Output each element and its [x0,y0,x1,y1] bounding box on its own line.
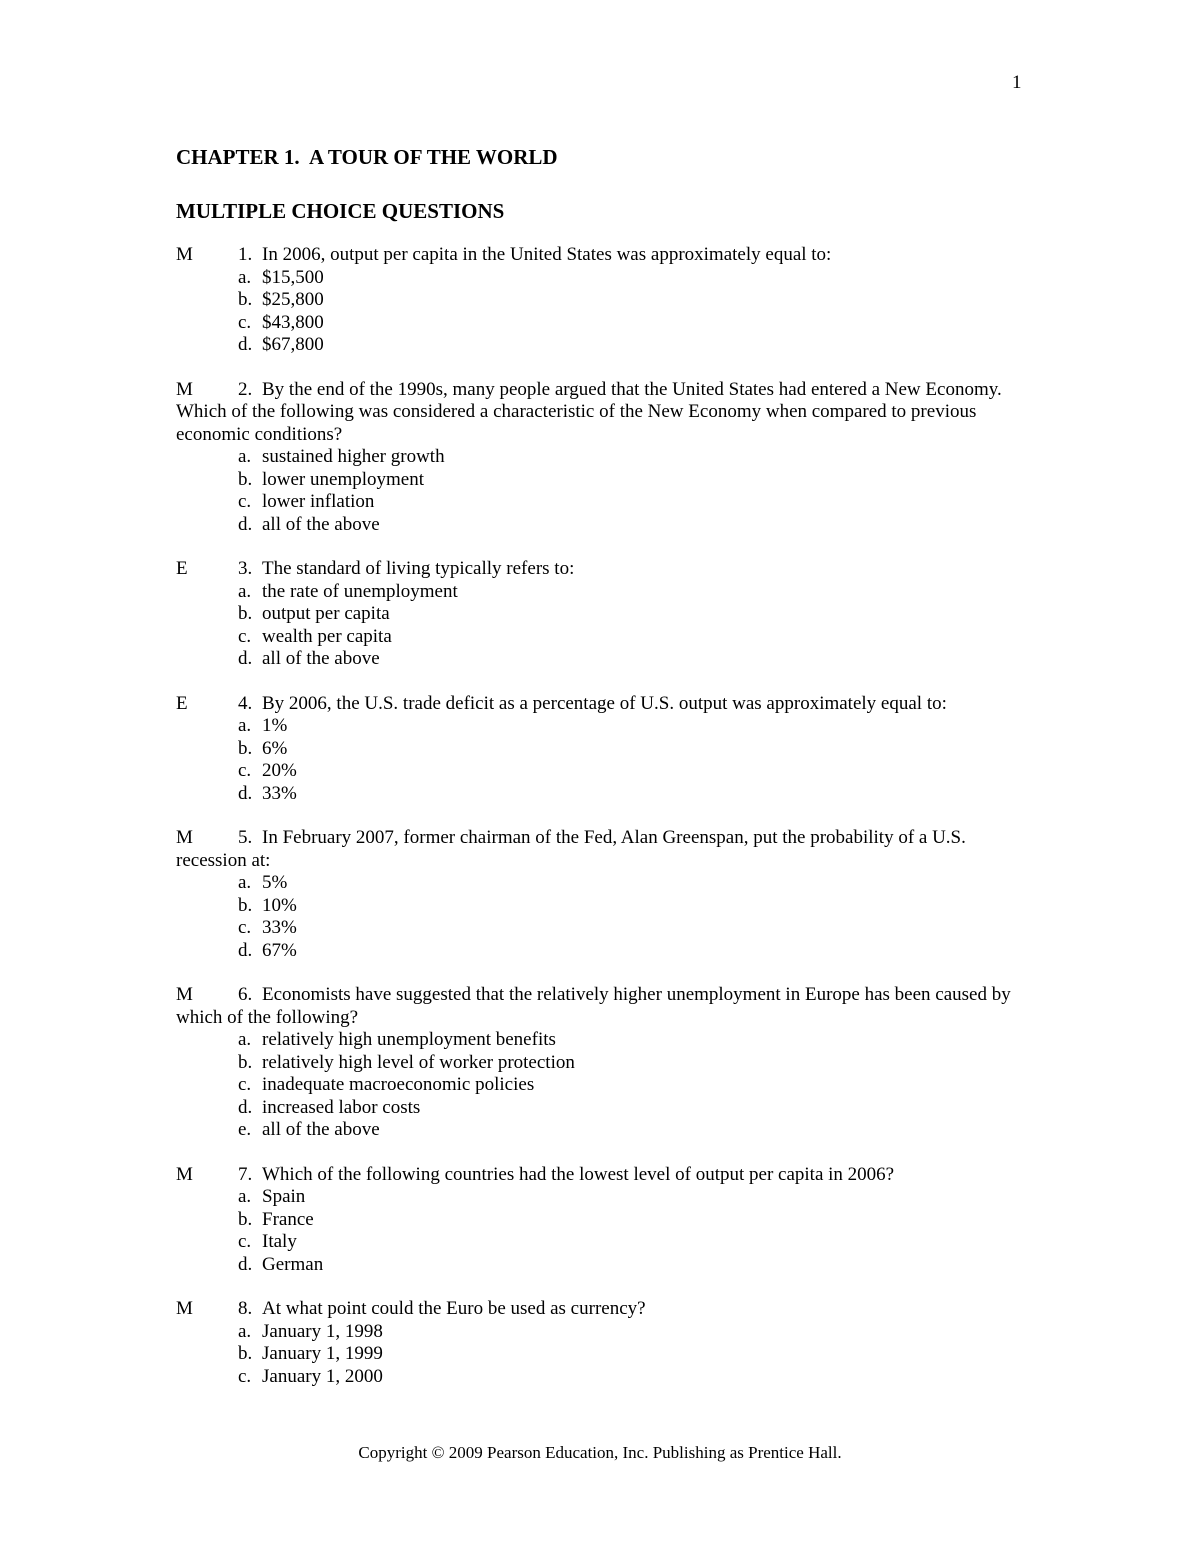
question-stem [176,693,1026,716]
option-letter: a. [238,1186,252,1207]
option-letter: a. [238,1320,252,1342]
answer-option [238,1186,1026,1209]
option-letter: a. [238,580,252,602]
option-letter: c. [238,1074,252,1095]
option-text: 10% [262,894,297,916]
question-stem [176,1298,1026,1321]
question-text: In February 2007, former chairman of the Fed, Alan Greenspan, put the probability of a U.S. recession at: [176,827,966,871]
answer-option [238,514,1026,537]
answer-option [238,1321,1026,1344]
option-letter: b. [238,894,253,916]
option-text: lower unemployment [262,468,424,490]
answer-option [238,1343,1026,1366]
answer-option [238,446,1026,469]
option-text: sustained higher growth [262,446,445,467]
option-letter: b. [238,603,253,624]
answer-option [238,267,1026,290]
answer-option [238,1119,1026,1142]
option-text: increased labor costs [262,1096,421,1118]
answer-options [176,581,1026,671]
question-stem [176,244,1026,267]
answer-option [238,872,1026,895]
option-letter: d. [238,334,253,355]
option-text: relatively high unemployment benefits [262,1029,556,1050]
answer-option [238,917,1026,940]
question-text: At what point could the Euro be used as currency? [262,1298,646,1319]
question-4 [176,693,1026,806]
option-letter: d. [238,513,253,535]
question-stem [176,984,1026,1029]
option-letter: c. [238,311,252,333]
question-7 [176,1164,1026,1277]
option-text: $25,800 [262,289,324,310]
option-letter: d. [238,648,253,669]
option-letter: a. [238,446,252,467]
option-text: output per capita [262,603,390,624]
option-letter: b. [238,737,253,759]
difficulty-code: M [176,1163,193,1185]
answer-option [238,1231,1026,1254]
option-text: January 1, 1998 [262,1320,383,1342]
difficulty-code: E [176,558,188,579]
option-letter: b. [238,1208,253,1230]
answer-option [238,334,1026,357]
option-text: 33% [262,782,297,804]
answer-option [238,1209,1026,1232]
option-text: 6% [262,737,288,759]
question-number: 7. [238,1163,253,1185]
answer-option [238,469,1026,492]
option-letter: c. [238,625,252,647]
section-title: MULTIPLE CHOICE QUESTIONS [176,199,505,223]
question-text: In 2006, output per capita in the United States was approximately equal to: [262,244,832,265]
answer-option [238,1074,1026,1097]
question-list [176,244,1026,1388]
option-text: 33% [262,917,297,938]
question-text: By 2006, the U.S. trade deficit as a percentage of U.S. output was approximately equal to: [262,692,947,714]
answer-options [176,446,1026,536]
option-letter: c. [238,1365,252,1387]
chapter-title: CHAPTER 1. A TOUR OF THE WORLD [176,145,558,169]
option-letter: c. [238,760,252,781]
option-text: all of the above [262,1119,380,1140]
question-2 [176,379,1026,537]
option-letter: b. [238,1051,253,1073]
answer-options [176,1029,1026,1142]
option-letter: c. [238,491,252,512]
question-text: Which of the following countries had the lowest level of output per capita in 2006? [262,1163,895,1185]
option-letter: d. [238,1096,253,1118]
option-letter: b. [238,1343,253,1364]
answer-option [238,715,1026,738]
difficulty-code: M [176,984,193,1005]
answer-options [176,872,1026,962]
question-stem [176,827,1026,872]
option-text: all of the above [262,513,380,535]
option-text: relatively high level of worker protection [262,1051,575,1073]
answer-option [238,738,1026,761]
answer-option [238,312,1026,335]
document-body [176,144,1026,1410]
option-letter: a. [238,715,252,736]
answer-options [176,267,1026,357]
question-text: The standard of living typically refers to: [262,558,575,579]
option-text: the rate of unemployment [262,580,458,602]
option-text: France [262,1208,314,1230]
question-stem [176,558,1026,581]
question-text: By the end of the 1990s, many people argued that the United States had entered a New Economy. Which of the following was considered a characteristic of the New Economy when compared to previous economic conditions? [176,378,1002,445]
question-number: 3. [238,558,253,579]
option-text: $67,800 [262,334,324,355]
option-letter: c. [238,1231,252,1252]
option-letter: d. [238,782,253,804]
question-3 [176,558,1026,671]
answer-option [238,895,1026,918]
question-text: Economists have suggested that the relatively higher unemployment in Europe has been caused by which of the following? [176,984,1011,1028]
answer-option [238,1366,1026,1389]
answer-option [238,581,1026,604]
option-letter: b. [238,289,253,310]
copyright-footer: Copyright © 2009 Pearson Education, Inc. Publishing as Prentice Hall. [358,1443,842,1462]
difficulty-code: E [176,692,188,714]
option-text: 20% [262,760,297,781]
question-1 [176,244,1026,357]
option-text: 1% [262,715,288,736]
question-stem [176,379,1026,447]
page-number: 1 [1012,72,1022,93]
answer-option [238,1029,1026,1052]
option-text: January 1, 2000 [262,1365,383,1387]
answer-option [238,648,1026,671]
answer-option [238,1097,1026,1120]
option-text: $43,800 [262,311,324,333]
option-text: lower inflation [262,491,375,512]
answer-option [238,491,1026,514]
difficulty-code: M [176,378,193,400]
question-number: 5. [238,827,253,848]
option-text: wealth per capita [262,625,392,647]
option-text: Italy [262,1231,297,1252]
answer-options [176,1186,1026,1276]
answer-option [238,783,1026,806]
question-stem [176,1164,1026,1187]
option-letter: e. [238,1119,252,1140]
answer-options [176,1321,1026,1389]
question-number: 6. [238,984,253,1005]
option-text: 5% [262,872,288,893]
option-letter: d. [238,939,253,961]
option-text: $15,500 [262,266,324,288]
option-text: Spain [262,1186,306,1207]
answer-option [238,1052,1026,1075]
question-8 [176,1298,1026,1388]
question-number: 1. [238,244,253,265]
answer-option [238,603,1026,626]
option-letter: a. [238,266,252,288]
answer-option [238,289,1026,312]
difficulty-code: M [176,244,193,265]
question-number: 8. [238,1298,253,1319]
option-text: inadequate macroeconomic policies [262,1074,535,1095]
question-5 [176,827,1026,962]
option-letter: c. [238,917,252,938]
answer-option [238,1254,1026,1277]
option-text: 67% [262,939,297,961]
option-letter: d. [238,1253,253,1275]
question-number: 2. [238,378,253,400]
answer-options [176,715,1026,805]
option-text: German [262,1253,324,1275]
answer-option [238,626,1026,649]
difficulty-code: M [176,1298,193,1319]
option-text: all of the above [262,648,380,669]
option-letter: a. [238,1029,252,1050]
option-letter: b. [238,468,253,490]
option-letter: a. [238,872,252,893]
difficulty-code: M [176,827,193,848]
question-number: 4. [238,692,253,714]
answer-option [238,940,1026,963]
question-6 [176,984,1026,1142]
answer-option [238,760,1026,783]
option-text: January 1, 1999 [262,1343,383,1364]
